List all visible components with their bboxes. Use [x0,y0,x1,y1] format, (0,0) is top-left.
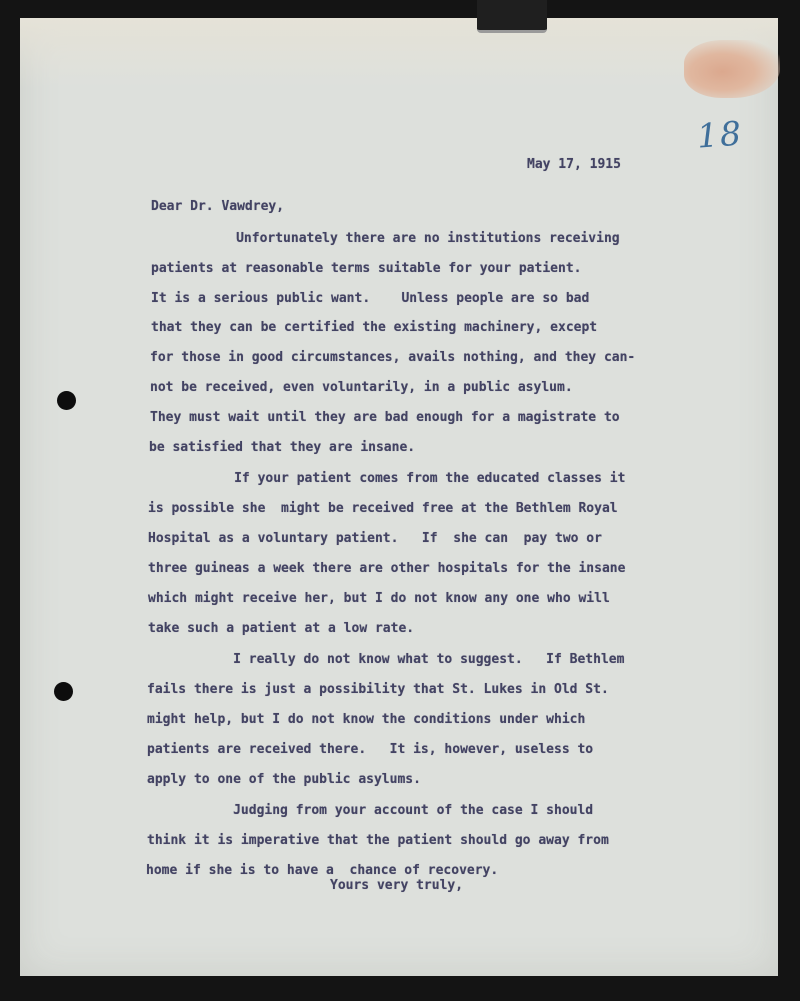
body-line: fails there is just a possibility that St. Lukes in Old St. [147,682,609,697]
punch-hole-top [57,391,76,410]
body-line: is possible she might be received free at the Bethlem Royal [148,501,618,516]
body-line: think it is imperative that the patient should go away from [147,833,609,848]
body-line: apply to one of the public asylums. [147,772,421,787]
body-line: take such a patient at a low rate. [148,621,415,636]
body-line: It is a serious public want. Unless people are so bad [151,291,590,306]
body-line: not be received, even voluntarily, in a public asylum. [150,380,573,395]
stain-mark [684,40,780,98]
body-line: I really do not know what to suggest. If Bethlem [147,652,625,667]
body-line: Hospital as a voluntary patient. If she can pay two or [148,531,602,546]
body-line: patients at reasonable terms suitable for your patient. [151,261,582,276]
body-line: Judging from your account of the case I should [147,803,594,818]
punch-hole-bottom [54,682,73,701]
body-line: which might receive her, but I do not know any one who will [148,591,610,606]
body-line: that they can be certified the existing machinery, except [151,320,598,335]
body-line: Unfortunately there are no institutions receiving [150,231,620,246]
body-line: for those in good circumstances, avails nothing, and they can- [150,350,636,365]
body-line: home if she is to have a chance of recovery. [146,863,499,878]
body-line: patients are received there. It is, however, useless to [147,742,594,757]
body-line: three guineas a week there are other hospitals for the insane [148,561,626,576]
salutation: Dear Dr. Vawdrey, [151,199,285,214]
body-line: might help, but I do not know the conditions under which [147,712,586,727]
body-line: They must wait until they are bad enough for a magistrate to [150,410,620,425]
body-line: be satisfied that they are insane. [149,440,416,455]
body-line: If your patient comes from the educated classes it [148,471,626,486]
folio-number: 18 [695,113,745,156]
letter-date: May 17, 1915 [527,157,621,172]
binder-clip [477,0,547,33]
paper-discoloration [20,18,778,88]
closing: Yours very truly, [330,878,464,893]
